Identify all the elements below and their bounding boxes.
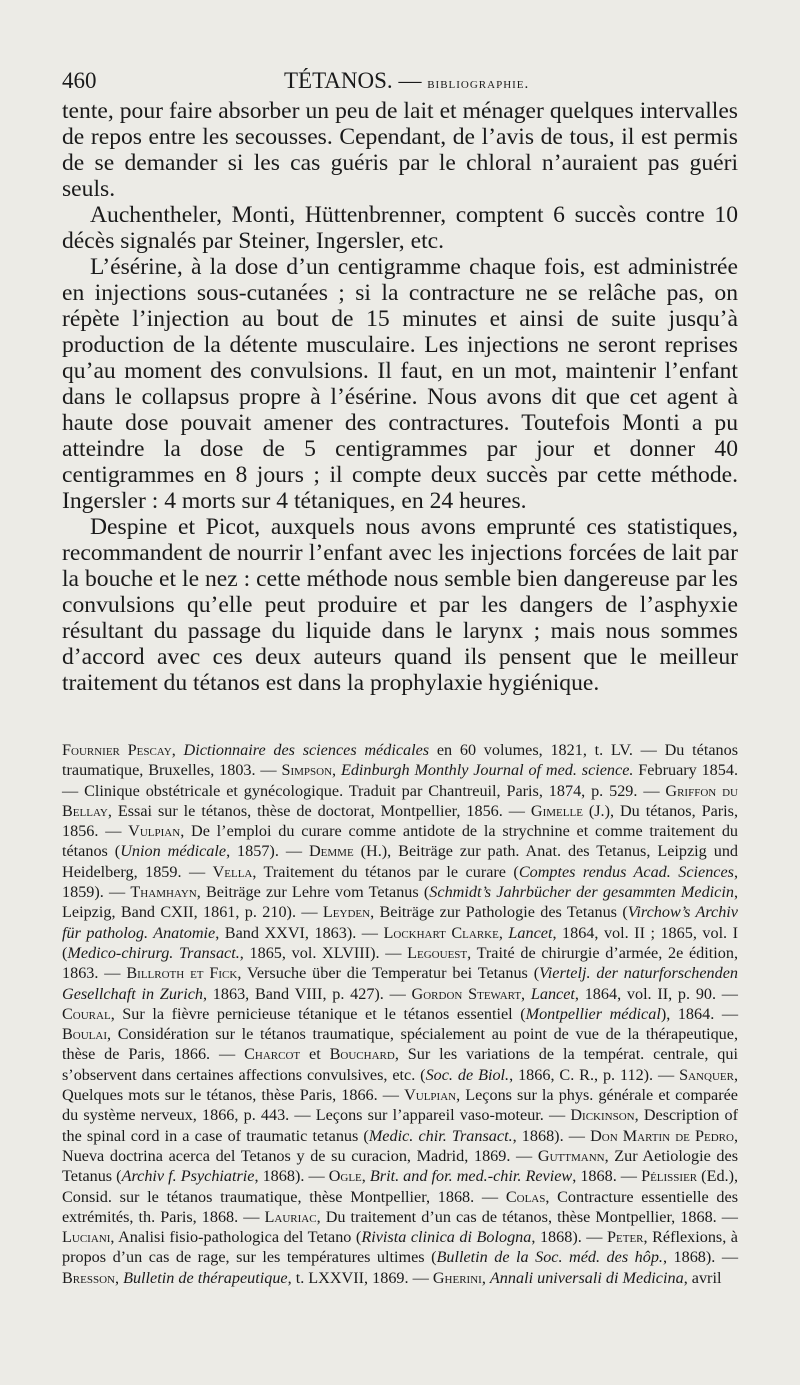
work-title: Virchow’s Archiv für patholog. Anatomie [62, 903, 738, 942]
citation-text: , [481, 1268, 490, 1287]
author-name: Legouest [407, 943, 468, 962]
author-name: Pélissier [641, 1167, 698, 1186]
citation-text: (H.), Beiträge zur path. Anat. des Tetanus, Leipzig und Heidelberg, 1859. — [62, 842, 739, 881]
citation-text: , 1857). — [226, 842, 309, 861]
citation-text: , 1868). — [254, 1167, 329, 1186]
citation-text: , 1859). — [62, 862, 739, 902]
citation-text: , 1864, vol. II, p. 90. — [574, 984, 738, 1003]
work-title: Bulletin de thérapeutique [123, 1268, 288, 1287]
citation-text: et [300, 1045, 330, 1064]
author-name: Peter [607, 1228, 644, 1247]
work-title: Montpellier médical [525, 1004, 661, 1023]
citation-text: , Versuche über die Temperatur bei Tetanus ( [237, 964, 540, 983]
work-title: Edinburgh Monthly Journal of med. science. [340, 761, 634, 780]
work-title: Dictionnaire des sciences médicales [183, 741, 430, 759]
citation-text: , Sur la fièvre pernicieuse tétanique et le tétanos essentiel ( [110, 1004, 526, 1023]
author-name: Bresson [62, 1268, 115, 1287]
citation-text: , [361, 1167, 370, 1186]
citation-text: , Leçons sur la phys. générale et comparée du système nerveux, 1866, p. 443. — Leçons sur l’appareil vaso-moteur. — [62, 1086, 738, 1125]
author-name: Vulpian [128, 822, 181, 841]
header-section: bibliographie. [427, 76, 530, 92]
citation-text: , Nueva doctrina acerca del Tetanos y de su curacion, Madrid, 1869. — [62, 1126, 739, 1165]
citation-text: , Traitement du tétanos par le curare ( [252, 862, 519, 881]
page-number: 460 [62, 68, 97, 93]
author-name: Guttmann [537, 1146, 605, 1165]
citation-text: , Quelques mots sur le tétanos, thèse Paris, 1866. — [62, 1065, 738, 1105]
author-name: Gimelle [530, 801, 583, 820]
author-name: Thamhayn [130, 883, 197, 902]
author-name: Gherini [432, 1268, 482, 1287]
author-name: Dickinson [570, 1106, 635, 1125]
author-name: Ogle [328, 1167, 362, 1186]
citation-text: , Traité de chirurgie d’armée, 2e édition, 1863. — [62, 943, 739, 983]
citation-text: , [498, 923, 509, 942]
citation-text: , 1866, C. R., p. 112). — [509, 1065, 680, 1084]
author-name: Vulpian [404, 1086, 457, 1105]
citation-text: en 60 volumes, 1821, t. LV. — Du tétanos traumatique, Bruxelles, 1803. — [62, 741, 738, 780]
author-name: Lauriac [264, 1207, 317, 1226]
running-header [62, 66, 738, 96]
citation-text: , [521, 984, 531, 1003]
citation-text: , Réflexions, à propos d’un cas de rage, sur les températures ultimes ( [62, 1228, 738, 1267]
citation-text: , 1864, vol. II ; 1865, vol. I ( [62, 923, 738, 962]
author-name: Billroth et Fick [126, 964, 238, 983]
citation-text: , 1868. — [572, 1167, 642, 1186]
author-name: Demme [308, 842, 354, 861]
citation-text: , Du traitement d’un cas de tétanos, thèse Montpellier, 1868. — [316, 1207, 738, 1226]
work-title: Viertelj. der naturforschenden Gesellchaft in Zurich [62, 964, 738, 1003]
citation-text: , 1868). — [531, 1228, 608, 1247]
paragraph: tente, pour faire absorber un peu de lait et ménager quelques intervalles de repos entre les secousses. Cependant, de l’avis de tous, il est permis de se demander si les cas guéris par le chloral n’auraient pas guéri seuls. [62, 98, 738, 202]
citation-text: , [332, 761, 341, 780]
work-title: Lancet [530, 984, 575, 1003]
citation-text: (Ed.), Consid. sur le tétanos traumatique, thèse Montpellier, 1868. — [62, 1167, 739, 1206]
author-name: Don Martin de Pedro [590, 1126, 734, 1145]
citation-text: , [171, 741, 184, 759]
citation-text: , avril [683, 1268, 722, 1287]
running-title [284, 66, 529, 99]
author-name: Sanquer [679, 1065, 734, 1084]
work-title: Medic. chir. Transact. [368, 1126, 513, 1145]
paragraph: Despine et Picot, auxquels nous avons emprunté ces statistiques, recommandent de nourrir l’enfant avec les injections forcées de lait par la bouche et le nez : cette méthode nous semble bien dangereuse par les convulsions qu’elle peut produire et par les dangers de l’asphyxie résultant du passage du liquide dans le larynx ; mais nous sommes d’accord avec ces deux auteurs quand ils pensent que le meilleur traitement du tétanos est dans la prophylaxie hygiénique. [62, 514, 738, 696]
author-name: Lockhart Clarke [383, 923, 499, 942]
citation-text: , 1863, Band VIII, p. 427). — [202, 984, 412, 1003]
author-name: Coural [62, 1004, 111, 1023]
author-name: Griffon du Bellay [62, 781, 738, 820]
citation-text: , t. LXXVII, 1869. — [287, 1268, 433, 1287]
author-name: Leyden [322, 903, 371, 922]
work-title: Archiv f. Psychiatrie [121, 1167, 255, 1186]
header-dash: — [392, 68, 428, 93]
paragraph: L’ésérine, à la dose d’un centigramme chaque fois, est administrée en injections sous-cutanées ; si la contracture ne se relâche pas, on répète l’injection au bout de 15 minutes et ainsi de suite jusqu’à production de la détente musculaire. Les injections ne seront reprises qu’au moment des convulsions. Il faut, en un mot, maintenir l’enfant dans le collapsus propre à l’ésérine. Nous avons dit que cet agent à haute dose pouvait amener des contractures. Toutefois Monti a pu atteindre la dose de 5 centigrammes par jour et donner 40 centigrammes en 8 jours ; il compte deux succès par cette méthode. Ingersler : 4 morts sur 4 tétaniques, en 24 heures. [62, 254, 738, 514]
citation-text: , Beiträge zur Lehre vom Tetanus ( [196, 883, 430, 902]
author-name: Bouchard [329, 1045, 395, 1064]
header-title: TÉTANOS. [284, 68, 393, 93]
citation-text: , Sur les variations de la températ. centrale, qui s’observent dans certaines affections convulsives, etc. ( [62, 1045, 738, 1084]
citation-text: , 1865, vol. XLVIII). — [239, 943, 408, 962]
work-title: Brit. and for. med.-chir. Review [369, 1167, 573, 1186]
author-name: Vella [212, 862, 253, 881]
work-title: Union médicale [120, 842, 227, 861]
work-title: Soc. de Biol. [425, 1065, 510, 1084]
citation-text: , Considération sur le tétanos traumatique, spécialement au point de vue de la thérapeutique, thèse de Paris, 1866. — [62, 1025, 738, 1064]
author-name: Charcot [244, 1045, 301, 1064]
main-text [62, 98, 738, 696]
citation-text: ), 1864. — [660, 1004, 739, 1023]
citation-text: , Description of the spinal cord in a case of traumatic tetanus ( [62, 1106, 738, 1145]
citation-text: , Contracture essentielle des extrémités, th. Paris, 1868. — [62, 1187, 738, 1226]
author-name: Colas [505, 1187, 546, 1206]
citation-text: , 1868). — [662, 1248, 739, 1267]
bibliography-paragraph [62, 740, 738, 1288]
citation-text: , De l’emploi du curare comme antidote de la strychnine et comme traitement du tétanos ( [62, 822, 739, 861]
author-name: Simpson [281, 761, 333, 780]
work-title: Bulletin de la Soc. méd. des hôp. [436, 1248, 663, 1267]
work-title: Annali universali di Medicina [489, 1268, 684, 1287]
citation-text: , Band XXVI, 1863). — [215, 923, 384, 942]
citation-text: , Leipzig, Band CXII, 1861, p. 210). — [62, 883, 738, 922]
paragraph: Auchentheler, Monti, Hüttenbrenner, comptent 6 succès contre 10 décès signalés par Steiner, Ingersler, etc. [62, 202, 738, 254]
work-title: Medico-chirurg. Transact. [67, 943, 240, 962]
citation-text: , Zur Aetiologie des Tetanus ( [62, 1146, 738, 1186]
author-name: Luciani [62, 1228, 111, 1247]
citation-text: (J.), Du tétanos, Paris, 1856. — [62, 801, 738, 841]
citation-text: , Analisi fisio-pathologica del Tetano ( [110, 1228, 362, 1247]
citation-text: February 1854. — Clinique obstétricale et gynécologique. Traduit par Chantreuil, Paris, 1874, p. 529. — [62, 761, 739, 800]
citation-text: , [114, 1268, 124, 1287]
citation-text: , 1868). — [512, 1126, 591, 1145]
author-name: Boulai [62, 1025, 108, 1044]
bibliography [62, 740, 738, 1288]
work-title: Rivista clinica di Bologna [361, 1228, 532, 1247]
work-title: Lancet [508, 923, 553, 942]
citation-text: , Beiträge zur Pathologie des Tetanus ( [370, 903, 628, 922]
citation-text: , Essai sur le tétanos, thèse de doctorat, Montpellier, 1856. — [107, 801, 531, 820]
work-title: Schmidt’s Jahrbücher der gesammten Medicin [429, 883, 734, 902]
author-name: Fournier Pescay [62, 741, 172, 759]
work-title: Comptes rendus Acad. Sciences [518, 862, 734, 881]
author-name: Gordon Stewart [411, 984, 522, 1003]
